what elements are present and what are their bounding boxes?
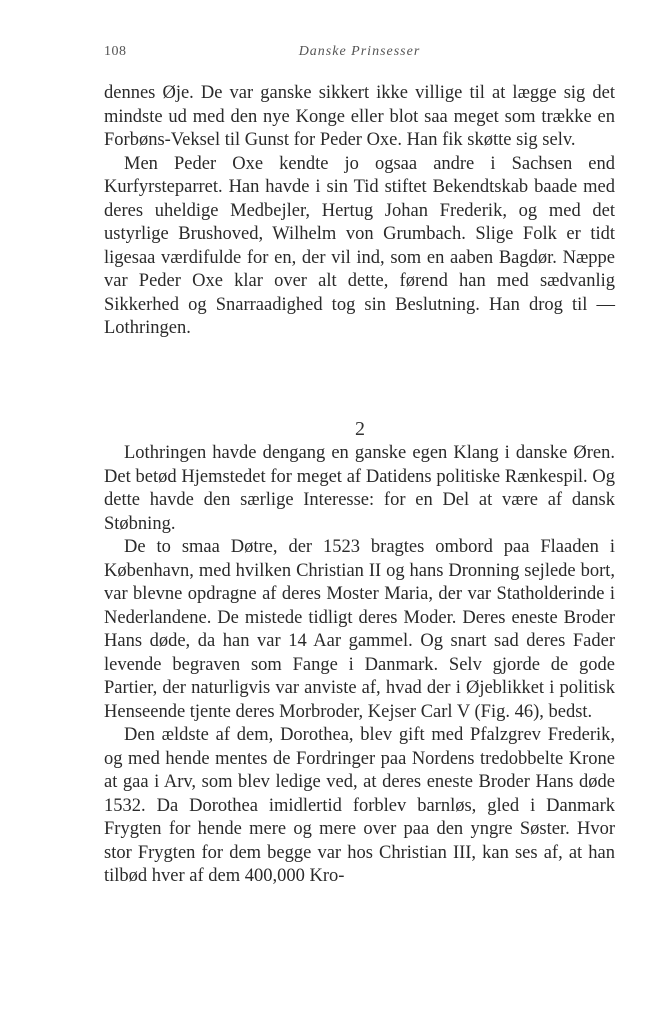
section-2-text <box>104 442 615 889</box>
section-number: 2 <box>355 418 365 440</box>
running-head <box>104 44 615 64</box>
paragraph: dennes Øje. De var ganske sikkert ikke villige til at lægge sig det mindste ud med den nye Konge eller blot saa meget som trække en Forbøns-Veksel til Gunst for Peder Oxe. Han fik skøtte sig selv. <box>104 83 615 150</box>
paragraph: Lothringen havde dengang en ganske egen Klang i danske Øren. Det betød Hjemstedet for meget af Datidens politiske Rænkespil. Og dette havde den særlige Interesse: for en Del at være af dansk Støbning. <box>104 443 615 534</box>
page-number: 108 <box>104 44 127 59</box>
paragraph: Den ældste af dem, Dorothea, blev gift med Pfalzgrev Frederik, og med hende mentes de Fordringer paa Nordens tredobbelte Krone at gaa i Arv, som blev ledige ved, at deres eneste Broder Hans døde 1532. Da Dorothea imidlertid forblev barnløs, gled i Danmark Frygten for hende mere og mere over paa den yngre Søster. Hvor stor Frygten for dem begge var hos Christian III, kan ses af, at han tilbød hver af dem 400,000 Kro- <box>104 725 615 886</box>
paragraph: De to smaa Døtre, der 1523 bragtes ombord paa Flaaden i København, med hvilken Christian II og hans Dronning sejlede bort, var blevne opdragne af deres Moster Maria, der var Statholderinde i Nederlandene. De mistede tidligt deres Moder. Deres eneste Broder Hans døde, da han var 14 Aar gammel. Og snart sad deres Fader levende begraven som Fange i Danmark. Selv gjorde de gode Partier, der naturligvis var anviste af, hvad der i Øjeblikket i politisk Henseende tjente deres Morbroder, Kejser Carl V (Fig. 46), bedst. <box>104 537 615 722</box>
paragraph: Men Peder Oxe kendte jo ogsaa andre i Sachsen end Kurfyrsteparret. Han havde i sin Tid stiftet Bekendtskab baade med deres uheldige Medbejler, Hertug Johan Frederik, og med det ustyrlige Brushoved, Wilhelm von Grumbach. Slige Folk er tidt ligesaa værdifulde for en, der vil ind, som en aaben Bagdør. Næppe var Peder Oxe klar over alt dette, førend han med sædvanlig Sikkerhed og Snarraadighed tog sin Beslutning. Han drog til — Lothringen. <box>104 153 615 338</box>
running-title: Danske Prinsesser <box>298 44 421 59</box>
section-1-text <box>104 82 615 341</box>
